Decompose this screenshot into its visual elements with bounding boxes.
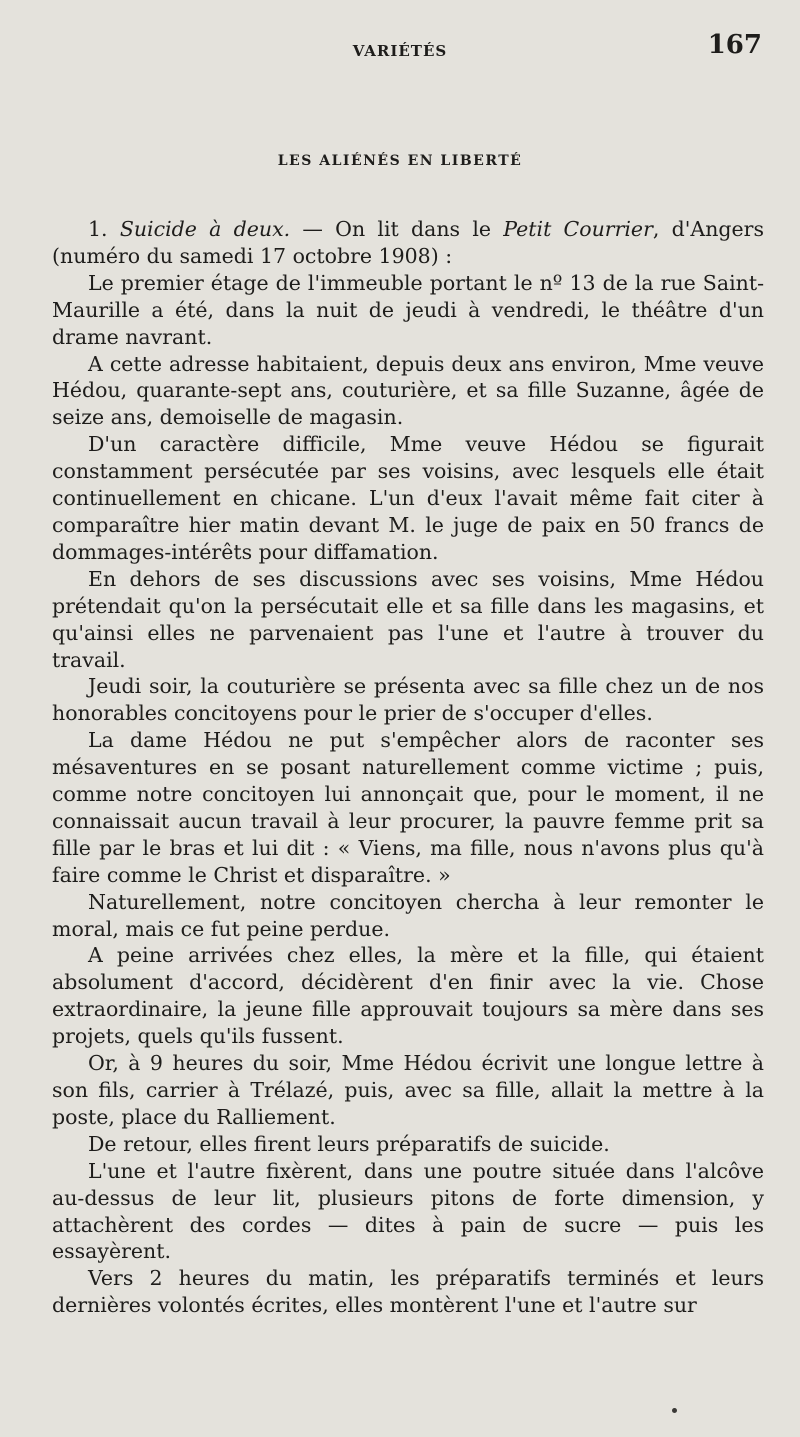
page-number: 167 bbox=[707, 30, 762, 60]
running-title: VARIÉTÉS bbox=[352, 42, 448, 60]
article-intro-paragraph bbox=[52, 216, 764, 270]
ink-dot bbox=[672, 1408, 677, 1413]
paragraph: Jeudi soir, la couturière se présenta avec sa fille chez un de nos honorables concitoyens pour le prier de s'occuper d'elles. bbox=[52, 674, 764, 726]
paragraph: A peine arrivées chez elles, la mère et la fille, qui étaient absolument d'accord, décidèrent d'en finir avec la vie. Chose extraordinaire, la jeune fille approuvait toujours sa mère dans ses projets, quels qu'ils fussent. bbox=[52, 943, 764, 1049]
paragraph: A cette adresse habitaient, depuis deux ans environ, Mme veuve Hédou, quarante-sept ans, couturière, et sa fille Suzanne, âgée de seize ans, demoiselle de magasin. bbox=[52, 351, 764, 430]
paragraph: Naturellement, notre concitoyen chercha à leur remonter le moral, mais ce fut peine perdue. bbox=[52, 889, 764, 941]
intro-text: On lit dans le bbox=[335, 217, 504, 241]
paragraph: En dehors de ses discussions avec ses voisins, Mme Hédou prétendait qu'on la persécutait elle et sa fille dans les magasins, et qu'ainsi elles ne parvenaient pas l'une et l'autre à trouver du travail. bbox=[52, 566, 764, 672]
intro-text-end: , d'Angers (numéro du samedi 17 octobre 1908) : bbox=[52, 217, 764, 268]
newspaper-name: Petit Courrier bbox=[503, 217, 653, 241]
section-title: LES ALIÉNÉS EN LIBERTÉ bbox=[277, 153, 523, 169]
paragraph: Le premier étage de l'immeuble portant le nº 13 de la rue Saint-Maurille a été, dans la nuit de jeudi à vendredi, le théâtre d'un drame navrant. bbox=[52, 270, 764, 349]
paragraph: De retour, elles firent leurs préparatifs de suicide. bbox=[88, 1131, 610, 1156]
paragraph: Vers 2 heures du matin, les préparatifs terminés et leurs dernières volontés écrites, elles montèrent l'une et l'autre sur bbox=[52, 1266, 764, 1318]
article-body bbox=[52, 216, 764, 1319]
title-dash: — bbox=[302, 217, 323, 241]
item-title: Suicide à deux. bbox=[119, 217, 291, 241]
paragraph: D'un caractère difficile, Mme veuve Hédou se figurait constamment persécutée par ses voisins, avec lesquels elle était continuellement en chicane. L'un d'eux l'avait même fait citer à comparaître hier matin devant M. le juge de paix en 50 francs de dommages-intérêts pour diffamation. bbox=[52, 432, 764, 564]
paragraph: Or, à 9 heures du soir, Mme Hédou écrivit une longue lettre à son fils, carrier à Trélazé, puis, avec sa fille, allait la mettre à la poste, place du Ralliement. bbox=[52, 1051, 764, 1129]
paragraph: La dame Hédou ne put s'empêcher alors de raconter ses mésaventures en se posant naturellement comme victime ; puis, comme notre concitoyen lui annonçait que, pour le moment, il ne connaissait aucun travail à leur procurer, la pauvre femme prit sa fille par le bras et lui dit : « Viens, ma fille, nous n'avons plus qu'à faire comme le Christ et disparaître. » bbox=[52, 728, 764, 887]
page-header bbox=[0, 30, 800, 70]
paragraph: L'une et l'autre fixèrent, dans une poutre située dans l'alcôve au-dessus de leur lit, plusieurs pitons de forte dimension, y attachèrent des cordes — dites à pain de sucre — puis les essayèrent. bbox=[52, 1158, 764, 1264]
item-number: 1. bbox=[88, 217, 108, 241]
